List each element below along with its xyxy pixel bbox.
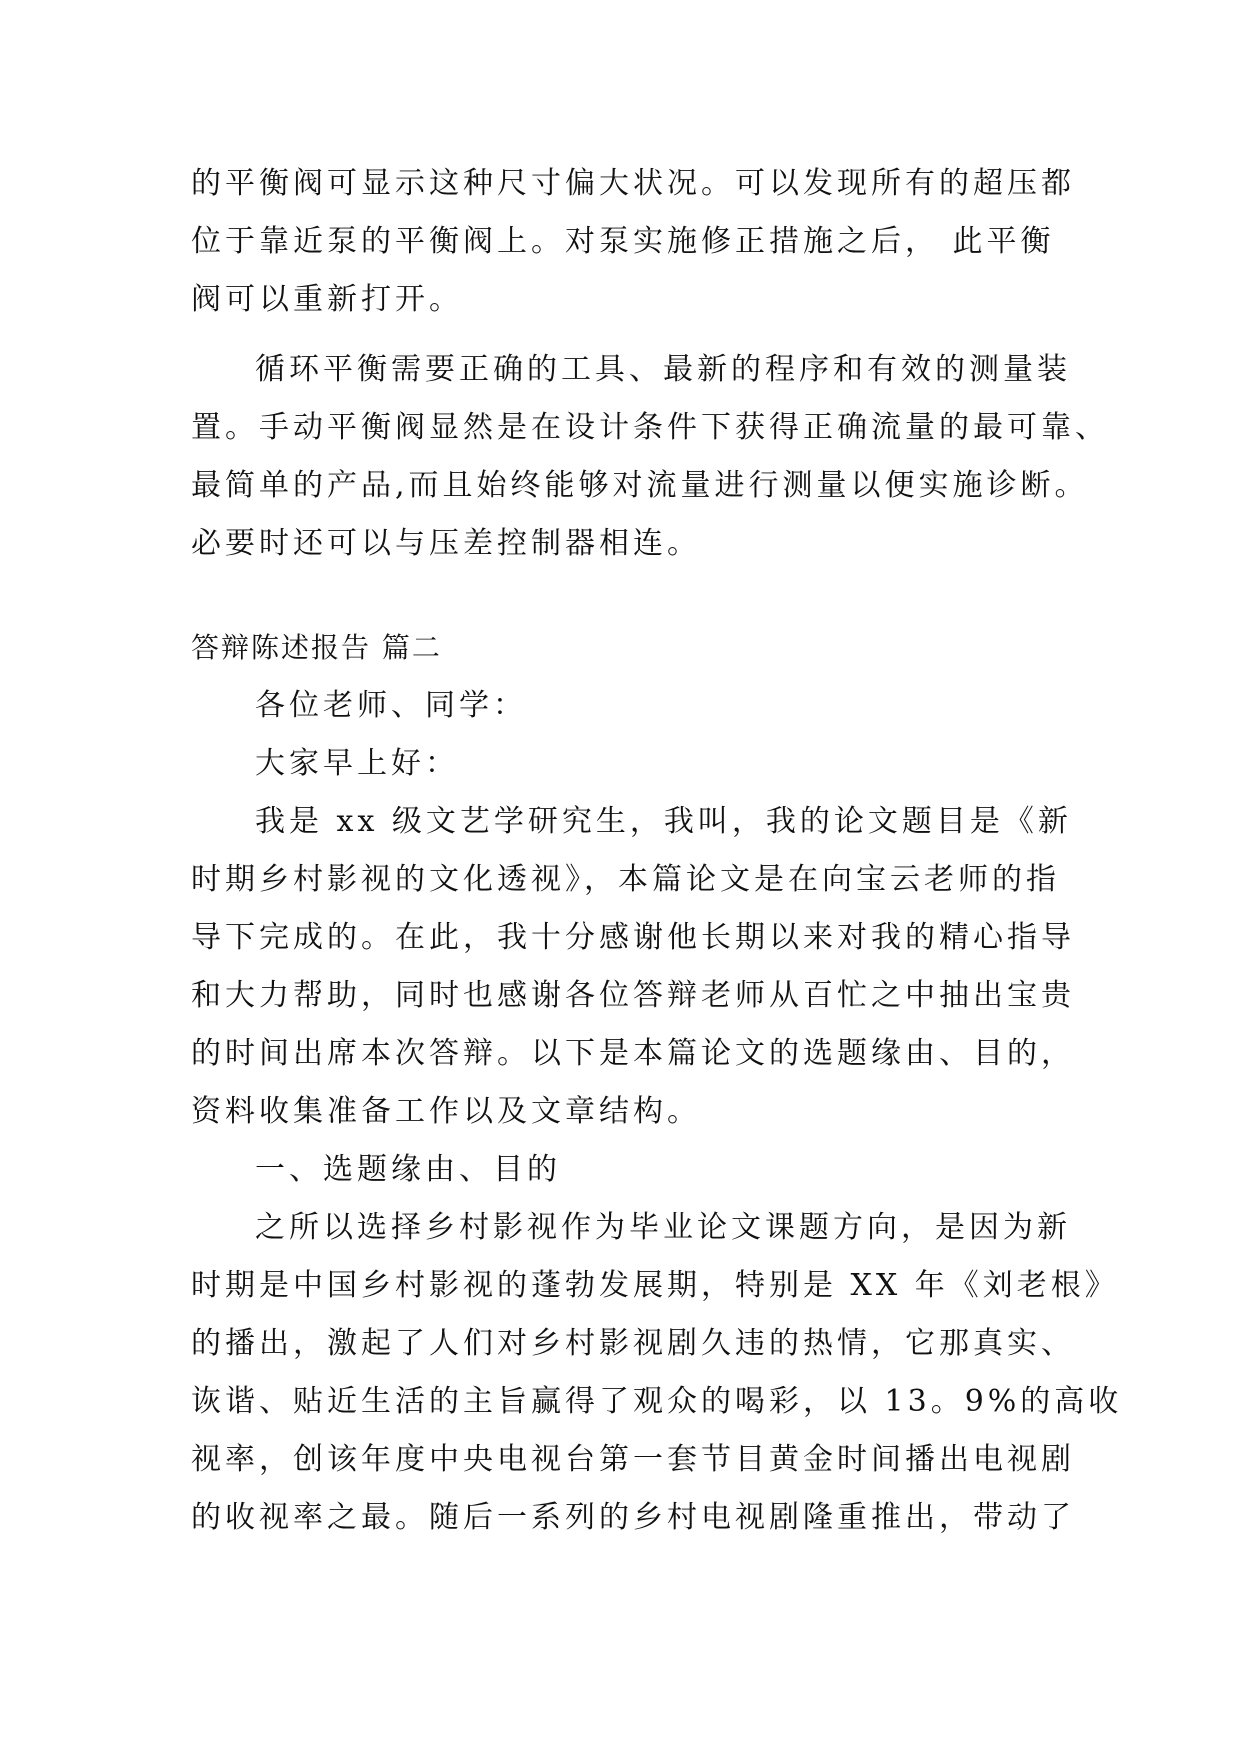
body-line: 的平衡阀可显示这种尺寸偏大状况。可以发现所有的超压都 [191,166,1075,201]
body-line: 之所以选择乡村影视作为毕业论文课题方向，是因为新 [255,1210,1071,1245]
body-line: 的收视率之最。随后一系列的乡村电视剧隆重推出，带动了 [191,1500,1075,1535]
body-line: 诙谐、贴近生活的主旨赢得了观众的喝彩，以 13。9%的高收 [191,1384,1123,1419]
body-line: 的时间出席本次答辩。以下是本篇论文的选题缘由、目的， [191,1036,1075,1071]
body-line: 视率，创该年度中央电视台第一套节目黄金时间播出电视剧 [191,1442,1075,1477]
subsection-heading: 一、选题缘由、目的 [255,1152,561,1187]
body-line: 我是 xx 级文艺学研究生，我叫，我的论文题目是《新 [255,804,1072,839]
body-line: 必要时还可以与压差控制器相连。 [191,526,701,561]
section-heading: 答辩陈述报告 篇二 [191,631,442,664]
body-line: 时期乡村影视的文化透视》，本篇论文是在向宝云老师的指 [191,862,1060,897]
body-line: 和大力帮助，同时也感谢各位答辩老师从百忙之中抽出宝贵 [191,978,1075,1013]
body-line: 时期是中国乡村影视的蓬勃发展期，特别是 XX 年《刘老根》 [191,1268,1119,1303]
body-line: 最简单的产品,而且始终能够对流量进行测量以便实施诊断。 [191,468,1089,503]
body-line: 资料收集准备工作以及文章结构。 [191,1094,701,1129]
body-line: 阀可以重新打开。 [191,282,463,317]
body-line: 置。手动平衡阀显然是在设计条件下获得正确流量的最可靠、 [191,410,1109,445]
greeting: 大家早上好： [255,746,459,781]
salutation: 各位老师、同学： [255,688,527,723]
body-line: 的播出，激起了人们对乡村影视剧久违的热情，它那真实、 [191,1326,1075,1361]
body-line: 循环平衡需要正确的工具、最新的程序和有效的测量装 [255,352,1071,387]
body-line: 导下完成的。在此，我十分感谢他长期以来对我的精心指导 [191,920,1075,955]
body-line: 位于靠近泵的平衡阀上。对泵实施修正措施之后， 此平衡 [191,224,1055,259]
